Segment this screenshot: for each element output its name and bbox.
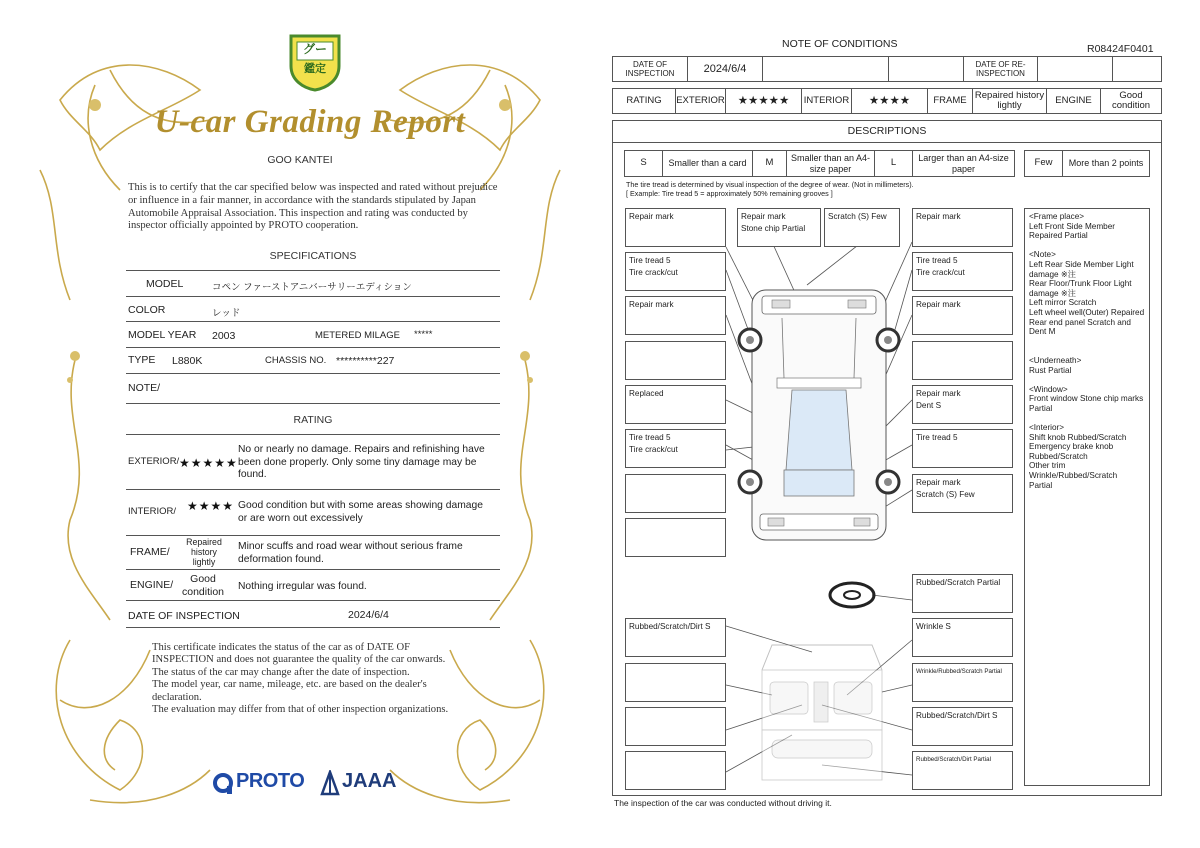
callout-box [625, 341, 726, 380]
callout-box [912, 574, 1013, 613]
callout-box [912, 429, 1013, 468]
note-line: <Note> [1029, 250, 1056, 260]
callout-box [912, 618, 1013, 657]
divider [126, 347, 500, 348]
note-line: Left Front Side Member [1029, 221, 1116, 231]
proto-logo-text: PROTO [236, 770, 305, 792]
callout-text: Repair mark [916, 212, 961, 221]
callout-text: Rubbed/Scratch/Dirt S [916, 711, 998, 720]
color-label: COLOR [128, 304, 166, 316]
callout-text: Tire tread 5 [916, 433, 958, 442]
divider [126, 270, 500, 271]
note-line: Dent M [1029, 327, 1056, 337]
callout-text: Rubbed/Scratch Partial [916, 578, 1001, 587]
legend-code-m: M [753, 151, 787, 176]
note-line [1029, 337, 1145, 347]
frame-label: FRAME/ [130, 546, 170, 558]
few-description: More than 2 points [1068, 158, 1144, 169]
note-line: <Interior> [1029, 423, 1065, 433]
callout-text: Tire tread 5 Tire crack/cut [629, 433, 678, 454]
callout-box [912, 663, 1013, 702]
exterior-stars: ★★★★★ [726, 89, 802, 113]
note-line [1029, 375, 1145, 385]
interior-stars: ★★★★ [187, 499, 235, 513]
few-legend [1024, 150, 1150, 177]
exterior-label: EXTERIOR [676, 89, 726, 113]
descriptions-heading: DESCRIPTIONS [612, 120, 1162, 143]
model-value: コペン ファーストアニバーサリーエディション [212, 282, 412, 293]
rating-heading: RATING [293, 414, 333, 426]
note-line: Front window Stone chip marks [1029, 394, 1144, 404]
legend-code-s: S [625, 151, 663, 176]
note-line: Rear end panel Scratch and [1029, 317, 1131, 327]
legend-text-m: Smaller than an A4-size paper [787, 151, 875, 176]
callout-text: Repair mark [916, 300, 961, 309]
note-of-conditions [600, 0, 1200, 848]
note-label: NOTE/ [128, 382, 161, 394]
disclaimer-line: This certificate indicates the status of the car as of DATE OF [152, 642, 410, 653]
few-label: Few [1025, 151, 1063, 176]
disclaimer-line: The model year, car name, mileage, etc. are based on the dealer's [152, 679, 427, 691]
callout-text: Repair mark [629, 212, 674, 221]
date-of-inspection-value: 2024/6/4 [688, 57, 763, 81]
callout-box [625, 707, 726, 746]
legend-text-s: Smaller than a card [663, 151, 753, 176]
callout-box [625, 618, 726, 657]
callout-text: Wrinkle S [916, 622, 951, 631]
note-line: Partial [1029, 480, 1053, 490]
model-year-value: 2003 [212, 330, 236, 342]
empty-cell [1038, 57, 1113, 81]
interior-stars: ★★★★ [852, 89, 928, 113]
callout-box [625, 208, 726, 247]
certificate-subtitle: GOO KANTEI [267, 154, 333, 166]
note-line: Rear Floor/Trunk Floor Light [1029, 279, 1132, 289]
note-line [1029, 346, 1145, 356]
frame-label: FRAME [928, 89, 973, 113]
callout-box [625, 296, 726, 335]
callout-box [912, 341, 1013, 380]
certify-statement: This is to certify that the car specified below was inspected and rated without prejudice or influence in a fair manner, in accordance with the standards stipulated by Japan Automobile Appraisal Association. This inspection and rating was conducted by inspector officially appointed by PROTO cooperation. [128, 182, 498, 232]
note-line: <Window> [1029, 384, 1068, 394]
note-line: Rust Partial [1029, 365, 1072, 375]
engine-label: ENGINE/ [130, 579, 174, 591]
mileage-label: METERED MILAGE [315, 330, 400, 341]
frame-value: Repaired history lightly [186, 537, 222, 568]
divider [126, 600, 500, 601]
callout-text: Repair mark Scratch (S) Few [916, 478, 975, 499]
divider [126, 296, 500, 297]
disclaimer-line: The status of the car may change after the date of inspection. [152, 666, 410, 678]
frame-description: Minor scuffs and road wear without serious frame deformation found. [238, 541, 463, 565]
divider [126, 535, 500, 536]
engine-label: ENGINE [1047, 89, 1101, 113]
noc-title: NOTE OF CONDITIONS [782, 38, 898, 50]
empty-cell [763, 57, 889, 81]
date-of-inspection-label: DATE OF INSPECTION [613, 57, 688, 81]
model-label: MODEL [146, 278, 184, 290]
callout-text: Repair mark Dent S [916, 389, 961, 410]
divider [126, 403, 500, 404]
divider [126, 489, 500, 490]
divider [126, 627, 500, 628]
exterior-label: EXTERIOR/ [128, 456, 180, 467]
jaaa-logo-icon [320, 770, 340, 796]
callout-box [912, 296, 1013, 335]
callout-box [912, 751, 1013, 790]
note-line: Repaired Partial [1029, 231, 1088, 241]
chassis-label: CHASSIS NO. [265, 355, 327, 366]
callout-box [912, 385, 1013, 424]
specifications-heading: SPECIFICATIONS [269, 250, 357, 262]
note-line: Emergency brake knob [1029, 442, 1114, 452]
interior-label: INTERIOR [802, 89, 852, 113]
disclaimer-line: The evaluation may differ from that of other inspection organizations. [152, 704, 449, 716]
callout-text: Tire tread 5 Tire crack/cut [629, 256, 678, 277]
divider [126, 569, 500, 570]
callout-box [824, 208, 900, 247]
callout-text: Rubbed/Scratch/Dirt Partial [916, 756, 991, 763]
divider [126, 321, 500, 322]
date-of-inspection-label: DATE OF INSPECTION [128, 610, 240, 622]
condition-notes [1024, 208, 1150, 786]
empty-cell [1113, 57, 1161, 81]
rating-label: RATING [613, 89, 676, 113]
note-line: Rubbed/Scratch [1029, 451, 1088, 461]
callout-box [912, 252, 1013, 291]
date-row [612, 56, 1162, 82]
type-value: L880K [172, 355, 203, 367]
certificate-title: U-car Grading Report [154, 104, 466, 140]
chassis-value: **********227 [336, 355, 395, 367]
badge-bottom-text: 鑑定 [304, 63, 326, 75]
rating-row [612, 88, 1162, 114]
callout-box [625, 429, 726, 468]
callout-text: Wrinkle/Rubbed/Scratch Partial [916, 668, 1002, 675]
engine-value: Good condition [181, 573, 225, 598]
callout-text: Replaced [629, 389, 664, 398]
callout-box [625, 663, 726, 702]
engine-description: Nothing irregular was found. [238, 581, 367, 592]
note-line [1029, 241, 1145, 251]
interior-description: Good condition but with some areas showing damage or are worn out excessively [238, 500, 483, 524]
proto-logo-icon [212, 772, 236, 796]
note-line: Partial [1029, 403, 1053, 413]
badge-top-text: グー [302, 42, 327, 56]
type-label: TYPE [128, 354, 156, 366]
callout-box [625, 252, 726, 291]
note-line: <Frame place> [1029, 212, 1085, 221]
mileage-value: ***** [414, 329, 433, 340]
color-value: レッド [212, 308, 241, 319]
callout-text: Rubbed/Scratch/Dirt S [629, 622, 711, 631]
legend-code-l: L [875, 151, 913, 176]
jaaa-logo-text: JAAA [342, 770, 397, 792]
certificate-disclaimer [152, 642, 482, 716]
note-line: Shift knob Rubbed/Scratch [1029, 432, 1127, 442]
note-line [1029, 413, 1145, 423]
note-line: <Underneath> [1029, 355, 1082, 365]
callout-box [625, 518, 726, 557]
size-legend [624, 150, 1015, 177]
callout-box [912, 474, 1013, 513]
callout-box [912, 208, 1013, 247]
callout-text: Tire tread 5 Tire crack/cut [916, 256, 965, 277]
disclaimer-line: declaration. [152, 691, 202, 703]
exterior-description: No or nearly no damage. Repairs and refinishing have been done properly. Only some tiny damage may be found. [238, 444, 485, 480]
legend-text-l: Larger than an A4-size paper [918, 153, 1009, 174]
callout-box [625, 474, 726, 513]
interior-label: INTERIOR/ [128, 506, 177, 517]
callout-text: Repair mark [629, 300, 674, 309]
disclaimer-line: INSPECTION and does not guarantee the quality of the car onwards. [152, 654, 446, 666]
divider [126, 373, 500, 374]
date-of-inspection-value: 2024/6/4 [348, 609, 389, 621]
empty-cell [889, 57, 964, 81]
note-line: damage ※注 [1029, 269, 1076, 279]
engine-value: Good condition [1111, 89, 1151, 111]
note-line: Other trim [1029, 461, 1066, 471]
report-id: R08424F0401 [1087, 43, 1154, 55]
callout-box [625, 385, 726, 424]
note-line: damage ※注 [1029, 288, 1076, 298]
exterior-stars: ★★★★★ [179, 456, 238, 470]
note-line: Left mirror Scratch [1029, 298, 1097, 308]
note-line: Left Rear Side Member Light [1029, 259, 1134, 269]
callout-box [912, 707, 1013, 746]
noc-footer: The inspection of the car was conducted without driving it. [614, 798, 832, 808]
note-line: Wrinkle/Rubbed/Scratch [1029, 471, 1118, 481]
tire-note: The tire tread is determined by visual inspection of the degree of wear. (Not in millimeters). [626, 180, 914, 189]
tire-example: [ Example: Tire tread 5 = approximately 50% remaining grooves ] [626, 189, 833, 198]
callout-text: Repair mark Stone chip Partial [741, 212, 806, 233]
frame-value: Repaired history lightly [973, 89, 1047, 113]
date-of-reinspection-label: DATE OF RE-INSPECTION [964, 57, 1038, 81]
note-line: Left wheel well(Outer) Repaired [1029, 307, 1145, 317]
callout-box [625, 751, 726, 790]
callout-text: Scratch (S) Few [828, 212, 887, 221]
callout-box [737, 208, 821, 247]
divider [126, 434, 500, 435]
model-year-label: MODEL YEAR [128, 329, 197, 341]
interior-diagram [762, 645, 882, 780]
